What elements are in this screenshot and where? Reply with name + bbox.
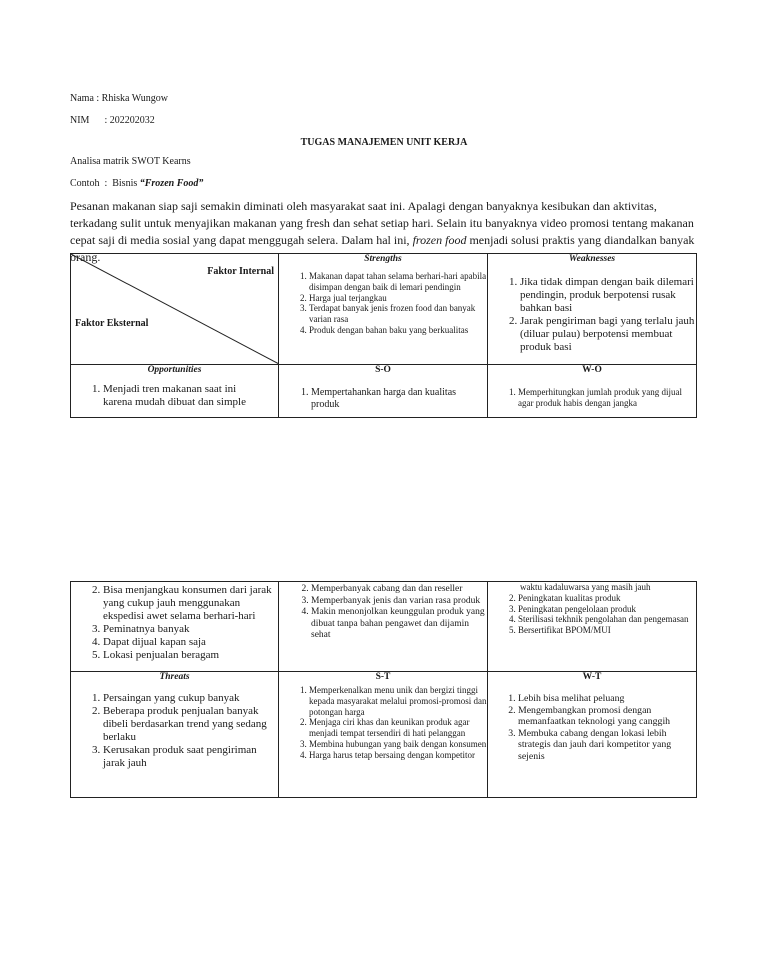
table-row [71,582,697,672]
wo-cell [488,365,697,418]
weaknesses-list [488,276,696,354]
list-item: 1. Jika tidak dimpan dengan baik dilemari pendingin, produk berpotensi rusak bahkan basi [520,276,696,315]
list-item: 3. Kerusakan produk saat pengiriman jarak jauh [103,744,278,770]
diagonal-header-cell [71,254,279,365]
st-list [279,685,487,761]
list-item: 1. Mempertahankan harga dan kualitas produk [311,387,477,411]
list-item: 1. Makanan dapat tahan selama berhari-hari apabila disimpan dengan baik di lemari pendingin [309,271,487,293]
list-item: 3. Membuka cabang dengan lokasi lebih strategis dan jauh dari kompetitor yang sejenis [518,728,696,763]
list-item: 3. Terdapat banyak jenis frozen food dan banyak varian rasa [309,303,487,325]
wt-cell [488,672,697,798]
faktor-internal-label: Faktor Internal [207,266,274,277]
intro-italic: frozen food [412,233,467,247]
table-row [71,365,697,418]
st-cell [279,672,488,798]
wo-cont-cell [488,582,697,672]
wt-title: W-T [582,672,602,682]
so-cont-list [279,584,487,642]
swot-table-part2 [70,581,697,798]
threats-title: Threats [159,672,190,682]
list-item: 2. Beberapa produk penjualan banyak dibeli berdasarkan trend yang sedang berlaku [103,705,278,744]
nama-line [70,93,168,105]
list-item: 1. Memperhitungkan jumlah produk yang dijual agar produk habis dengan jangka [518,387,696,409]
opportunities-cell [71,365,279,418]
list-item: 5. Bersertifikat BPOM/MUI [518,625,696,636]
so-cell [279,365,488,418]
contoh-prefix: Contoh : Bisnis [70,178,140,189]
wo-title: W-O [582,365,602,375]
list-item: 2. Peningkatan kualitas produk [518,593,696,604]
opportunities-cont-list [71,584,278,662]
opportunities-cont-cell [71,582,279,672]
wt-list [488,693,696,762]
threats-cell [71,672,279,798]
list-item: 3. Memperbanyak jenis dan varian rasa produk [311,596,487,608]
list-item: 1. Lebih bisa melihat peluang [518,693,696,705]
wo-cont-list [488,593,696,636]
list-item: 2. Harga jual terjangkau [309,293,487,304]
list-item: 3. Membina hubungan yang baik dengan konsumen [309,739,487,750]
list-item: 3. Peningkatan pengelolaan produk [518,604,696,615]
contoh-value: “Frozen Food” [139,178,204,189]
so-cont-cell [279,582,488,672]
st-title: S-T [375,672,391,682]
list-item: 4. Harga harus tetap bersaing dengan kompetitor [309,750,487,761]
list-item: 1. Menjadi tren makanan saat ini karena mudah dibuat dan simple [103,383,264,409]
list-item: 2. Jarak pengiriman bagi yang terlalu jauh (diluar pulau) berpotensi membuat produk basi [520,315,696,354]
strengths-list [279,271,487,336]
weaknesses-cell [488,254,697,365]
nim-value: : 202202032 [104,115,155,126]
list-item: 4. Makin menonjolkan keunggulan produk yang dibuat tanpa bahan pengawet dan dijamin sehat [311,607,487,642]
so-title: S-O [375,365,391,375]
nim-label: NIM [70,115,90,126]
table-row [71,254,697,365]
threats-list [71,692,278,770]
opportunities-title: Opportunities [147,365,202,375]
nama-value: : Rhiska Wungow [96,93,169,104]
list-item: 2. Bisa menjangkau konsumen dari jarak yang cukup jauh menggunakan ekspedisi awet selama berhari-hari [103,584,278,623]
swot-table-part1 [70,253,697,418]
strengths-title: Strengths [364,254,402,264]
list-item: 2. Memperbanyak cabang dan dan reseller [311,584,487,596]
nim-line [70,115,155,127]
table-row [71,672,697,798]
list-item: 1. Memperkenalkan menu unik dan bergizi tinggi kepada masyarakat melalui promosi-promosi dan potongan harga [309,685,487,717]
list-item: 1. Persaingan yang cukup banyak [103,692,278,705]
list-item: 3. Peminatnya banyak [103,623,278,636]
list-item: 4. Produk dengan bahan baku yang berkualitas [309,325,487,336]
faktor-eksternal-label: Faktor Eksternal [75,318,149,329]
intro-part2: menjadi solusi praktis yang diandalkan banyak orang. [70,233,695,264]
so-list [279,387,487,411]
list-item: 2. Menjaga ciri khas dan keunikan produk agar menjadi tempat tersendiri di hati pelanggan [309,717,487,739]
list-item: 4. Dapat dijual kapan saja [103,636,278,649]
wo-continuation-text: waktu kadaluwarsa yang masih jauh [520,582,651,592]
opportunities-list [71,383,278,409]
page-title: TUGAS MANAJEMEN UNIT KERJA [300,137,468,148]
list-item: 5. Lokasi penjualan beragam [103,649,278,662]
subtitle: Analisa matrik SWOT Kearns [70,156,191,167]
nama-label: Nama [70,93,94,104]
list-item: 4. Sterilisasi tekhnik pengolahan dan pengemasan [518,614,696,625]
contoh-line [70,178,203,190]
list-item: 2. Mengembangkan promosi dengan memanfaatkan teknologi yang canggih [518,705,696,728]
weaknesses-title: Weaknesses [568,254,616,264]
strengths-cell [279,254,488,365]
wo-list [488,387,696,409]
intro-part1: Pesanan makanan siap saji semakin diminati oleh masyarakat saat ini. Apalagi dengan banyaknya kesibukan dan aktivitas, terkadang sulit untuk menyajikan makanan yang fresh dan sehat setiap hari. Selain itu banyaknya video promosi tentang makanan cepat saji di media sosial yang dapat menggugah selera. Dalam hal ini, [70,199,694,247]
